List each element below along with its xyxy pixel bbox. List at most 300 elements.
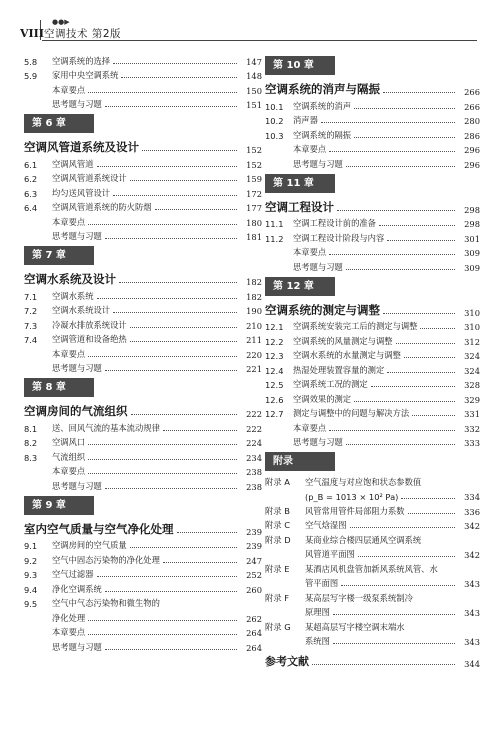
dot-leader bbox=[130, 327, 237, 328]
dot-leader bbox=[131, 414, 238, 415]
chapter-title-text: 空调工程设计 bbox=[265, 199, 334, 214]
toc-entry[interactable] bbox=[265, 332, 480, 347]
dot-leader bbox=[312, 664, 455, 665]
dot-leader bbox=[113, 63, 237, 64]
chapter-9-title[interactable] bbox=[24, 517, 262, 537]
toc-entry[interactable] bbox=[24, 434, 262, 449]
dot-leader bbox=[121, 77, 237, 78]
dot-leader bbox=[97, 166, 238, 167]
entry-title: 空调工程设计阶段与内容 bbox=[293, 232, 385, 243]
toc-entry[interactable] bbox=[24, 477, 262, 492]
toc-entry[interactable] bbox=[265, 405, 480, 420]
references-page: 344 bbox=[464, 659, 480, 669]
dot-leader bbox=[333, 614, 455, 615]
chapter-11-title[interactable] bbox=[265, 195, 480, 215]
entry-title: 家用中央空调系统 bbox=[52, 70, 119, 80]
entry-page: 264 bbox=[246, 628, 262, 638]
entry-page: 286 bbox=[464, 130, 480, 141]
chapter-12-title[interactable] bbox=[265, 298, 480, 318]
entry-number: 12.1 bbox=[265, 322, 284, 332]
dot-leader bbox=[383, 313, 455, 314]
dot-leader bbox=[88, 620, 237, 621]
dot-leader bbox=[408, 513, 455, 514]
entry-page: 343 bbox=[464, 637, 480, 647]
toc-entry[interactable] bbox=[24, 52, 262, 67]
dot-leader bbox=[404, 357, 455, 358]
entry-title: 气流组织 bbox=[52, 451, 86, 462]
dot-leader bbox=[105, 488, 237, 489]
entry-number: 附录 G bbox=[265, 621, 291, 632]
entry-page: 152 bbox=[246, 159, 262, 170]
toc-entry[interactable] bbox=[265, 434, 480, 449]
chapter-title-text: 空调系统的消声与隔振 bbox=[265, 82, 380, 96]
toc-entry[interactable] bbox=[265, 244, 480, 259]
toc-entry[interactable] bbox=[24, 566, 262, 581]
entry-number: 9.2 bbox=[24, 555, 38, 566]
entry-title: 风管常用管件局部阻力系数 bbox=[305, 505, 405, 516]
entry-title: 思考题与习题 bbox=[52, 641, 102, 652]
toc-entry[interactable] bbox=[24, 551, 262, 566]
chapter-page: 239 bbox=[246, 526, 262, 537]
toc-entry[interactable] bbox=[265, 318, 480, 333]
dot-leader bbox=[350, 527, 456, 528]
entry-title: (p_B = 1013 × 10² Pa) bbox=[305, 492, 399, 502]
toc-entry[interactable] bbox=[265, 560, 480, 575]
toc-entry[interactable] bbox=[24, 316, 262, 331]
dot-leader bbox=[88, 356, 237, 357]
entry-number: 8.3 bbox=[24, 452, 38, 463]
entry-number: 12.2 bbox=[265, 336, 284, 347]
entry-title: 空调风管道 bbox=[52, 158, 94, 169]
book-title: 空调技术 第2版 bbox=[44, 28, 122, 40]
entry-page: 211 bbox=[246, 335, 262, 345]
header-decoration: ●●▶ bbox=[52, 18, 70, 26]
entry-page: 328 bbox=[464, 380, 480, 390]
entry-page: 252 bbox=[246, 570, 262, 580]
entry-page: 332 bbox=[464, 423, 480, 434]
references-entry[interactable] bbox=[265, 647, 480, 669]
dot-leader bbox=[354, 401, 455, 402]
entry-page: 247 bbox=[246, 555, 262, 566]
dot-leader bbox=[346, 269, 455, 270]
entry-page: 224 bbox=[246, 438, 262, 448]
entry-title: 思考题与习题 bbox=[52, 99, 102, 109]
dot-leader bbox=[333, 643, 455, 644]
entry-number: 附录 C bbox=[265, 520, 291, 530]
entry-title: 空调系统的隔振 bbox=[293, 129, 352, 140]
chapter-page: 310 bbox=[464, 307, 480, 318]
dot-leader bbox=[130, 547, 237, 548]
toc-entry[interactable] bbox=[24, 537, 262, 552]
toc-entry[interactable] bbox=[24, 287, 262, 302]
dot-leader bbox=[346, 444, 455, 445]
dot-leader bbox=[346, 166, 455, 167]
entry-title: 送、回风气流的基本流动规律 bbox=[52, 422, 160, 433]
entry-number: 6.1 bbox=[24, 159, 38, 170]
entry-number: 9.5 bbox=[24, 599, 38, 609]
header-rule bbox=[42, 40, 477, 41]
entry-title: 风管道平面图 bbox=[305, 549, 355, 559]
dot-leader bbox=[105, 238, 237, 239]
dot-leader bbox=[412, 415, 455, 416]
toc-entry[interactable] bbox=[265, 589, 480, 604]
entry-title: 思考题与习题 bbox=[293, 261, 343, 272]
entry-title: 空调工程设计前的准备 bbox=[293, 218, 376, 228]
entry-title: 空调系统的风量测定与调整 bbox=[293, 335, 393, 346]
chapter-7-title[interactable] bbox=[24, 267, 262, 287]
toc-entry[interactable] bbox=[265, 473, 480, 488]
dot-leader bbox=[420, 328, 455, 329]
page-number: VIII bbox=[20, 27, 44, 40]
entry-title: 空调系统的消声 bbox=[293, 100, 352, 111]
entry-page: 264 bbox=[246, 642, 262, 653]
entry-title: 净化处理 bbox=[52, 612, 86, 623]
toc-entry[interactable] bbox=[265, 347, 480, 362]
entry-page: 312 bbox=[464, 336, 480, 347]
dot-leader bbox=[88, 92, 237, 93]
toc-entry[interactable] bbox=[24, 331, 262, 346]
toc-entry[interactable] bbox=[24, 463, 262, 478]
entry-title: 净化空调系统 bbox=[52, 583, 102, 594]
entry-title: 空调房间的空气质量 bbox=[52, 540, 127, 550]
entry-number: 7.2 bbox=[24, 306, 38, 316]
entry-page: 222 bbox=[246, 423, 262, 434]
chapter-page: 222 bbox=[246, 409, 262, 419]
entry-title: 本章要点 bbox=[293, 144, 327, 154]
entry-number: 12.3 bbox=[265, 351, 284, 361]
entry-number: 10.3 bbox=[265, 130, 284, 141]
entry-title: 思考题与习题 bbox=[293, 437, 343, 447]
entry-page: 336 bbox=[464, 506, 480, 517]
dot-leader bbox=[387, 240, 455, 241]
toc-entry[interactable] bbox=[265, 604, 480, 619]
dot-leader bbox=[163, 430, 237, 431]
entry-title: 空调效果的测定 bbox=[293, 393, 352, 404]
entry-title: 某酒店风机盘管加新风系统风管、水 bbox=[305, 563, 438, 574]
dot-leader bbox=[337, 210, 455, 211]
entry-number: 10.1 bbox=[265, 101, 284, 112]
entry-number: 12.4 bbox=[265, 365, 284, 376]
entry-title: 空气温度与对应饱和状态参数值 bbox=[305, 476, 422, 487]
entry-title: 思考题与习题 bbox=[52, 231, 102, 241]
entry-title: 空气过滤器 bbox=[52, 569, 94, 579]
toc-entry[interactable] bbox=[265, 215, 480, 230]
entry-page: 296 bbox=[464, 145, 480, 155]
entry-title: 热湿处理装置容量的测定 bbox=[293, 364, 385, 375]
entry-title: 本章要点 bbox=[52, 84, 86, 95]
toc-entry[interactable] bbox=[265, 633, 480, 648]
entry-title: 空调管道和设备绝热 bbox=[52, 334, 127, 344]
entry-number: 9.4 bbox=[24, 584, 38, 595]
entry-title: 空调系统的选择 bbox=[52, 55, 111, 66]
entry-title: 某超高层写字楼空调末端水 bbox=[305, 621, 405, 632]
entry-page: 177 bbox=[246, 203, 262, 213]
chapter-page: 298 bbox=[464, 204, 480, 215]
dot-leader bbox=[354, 137, 455, 138]
entry-title: 本章要点 bbox=[293, 247, 327, 257]
toc-entry[interactable] bbox=[265, 517, 480, 532]
chapter-title-text: 空调房间的气流组织 bbox=[24, 404, 128, 418]
entry-title: 某商业综合楼四层通风空调系统 bbox=[305, 534, 422, 545]
toc-entry[interactable] bbox=[24, 580, 262, 595]
entry-number: 7.3 bbox=[24, 320, 38, 331]
toc-entry[interactable] bbox=[265, 258, 480, 273]
chapter-8-label: 第 8 章 bbox=[24, 378, 94, 397]
entry-page: 331 bbox=[464, 409, 480, 419]
toc-entry[interactable] bbox=[24, 609, 262, 624]
entry-page: 151 bbox=[246, 100, 262, 110]
entry-title: 思考题与习题 bbox=[52, 363, 102, 373]
entry-number: 附录 F bbox=[265, 592, 290, 603]
entry-page: 221 bbox=[246, 364, 262, 374]
toc-entry[interactable] bbox=[265, 141, 480, 156]
toc-entry[interactable] bbox=[24, 419, 262, 434]
entry-title: 空调水系统 bbox=[52, 290, 94, 301]
toc-entry[interactable] bbox=[265, 361, 480, 376]
toc-entry[interactable] bbox=[24, 170, 262, 185]
dot-leader bbox=[130, 180, 237, 181]
entry-number: 12.7 bbox=[265, 409, 284, 419]
toc-entry[interactable] bbox=[265, 419, 480, 434]
entry-page: 210 bbox=[246, 320, 262, 331]
dot-leader bbox=[321, 122, 455, 123]
toc-entry[interactable] bbox=[265, 488, 480, 503]
dot-leader bbox=[163, 562, 237, 563]
entry-number: 8.1 bbox=[24, 423, 38, 434]
dot-leader bbox=[387, 372, 455, 373]
entry-title: 空调系统工况的测定 bbox=[293, 379, 368, 389]
entry-page: 301 bbox=[464, 233, 480, 244]
entry-number: 7.1 bbox=[24, 291, 38, 302]
entry-page: 150 bbox=[246, 85, 262, 96]
entry-number: 6.2 bbox=[24, 174, 38, 184]
dot-leader bbox=[130, 341, 237, 342]
entry-title: 测定与调整中的问题与解决方法 bbox=[293, 408, 410, 418]
dot-leader bbox=[354, 108, 455, 109]
entry-page: 147 bbox=[246, 56, 262, 67]
toc-right-column bbox=[265, 52, 480, 669]
chapter-12-label: 第 12 章 bbox=[265, 277, 335, 296]
entry-page: 190 bbox=[246, 306, 262, 316]
entry-page: 324 bbox=[464, 351, 480, 361]
toc-entry[interactable] bbox=[24, 96, 262, 111]
entry-number: 6.3 bbox=[24, 188, 38, 199]
entry-title: 空调系统安装完工后的测定与调整 bbox=[293, 321, 418, 331]
toc-entry[interactable] bbox=[265, 390, 480, 405]
entry-page: 342 bbox=[464, 550, 480, 560]
chapter-title-text: 空调水系统及设计 bbox=[24, 272, 116, 286]
appendix-label: 附录 bbox=[265, 452, 335, 471]
entry-page: 329 bbox=[464, 394, 480, 405]
dot-leader bbox=[329, 430, 455, 431]
entry-number: 5.8 bbox=[24, 56, 38, 67]
entry-page: 334 bbox=[464, 492, 480, 502]
entry-number: 6.4 bbox=[24, 203, 38, 213]
entry-page: 342 bbox=[464, 521, 480, 531]
entry-title: 均匀送风管设计 bbox=[52, 187, 111, 198]
toc-entry[interactable] bbox=[24, 360, 262, 375]
chapter-title-text: 室内空气质量与空气净化处理 bbox=[24, 521, 174, 536]
dot-leader bbox=[97, 576, 238, 577]
chapter-title-text: 空调风管道系统及设计 bbox=[24, 140, 139, 154]
entry-page: 309 bbox=[464, 248, 480, 258]
chapter-11-label: 第 11 章 bbox=[265, 174, 335, 193]
entry-title: 冷凝水排放系统设计 bbox=[52, 319, 127, 330]
entry-number: 9.1 bbox=[24, 541, 38, 551]
toc-entry[interactable] bbox=[24, 155, 262, 170]
chapter-page: 182 bbox=[246, 277, 262, 287]
chapter-10-label: 第 10 章 bbox=[265, 56, 335, 75]
entry-title: 系统图 bbox=[305, 636, 330, 646]
entry-page: 182 bbox=[246, 291, 262, 302]
toc-entry[interactable] bbox=[24, 228, 262, 243]
chapter-9-label: 第 9 章 bbox=[24, 496, 94, 515]
entry-title: 空调风管道系统设计 bbox=[52, 173, 127, 183]
entry-page: 298 bbox=[464, 219, 480, 229]
toc-entry[interactable] bbox=[265, 155, 480, 170]
entry-number: 5.9 bbox=[24, 71, 38, 81]
toc-entry[interactable] bbox=[265, 126, 480, 141]
entry-page: 266 bbox=[464, 101, 480, 112]
entry-number: 11.2 bbox=[265, 233, 284, 244]
toc-entry[interactable] bbox=[265, 575, 480, 590]
entry-page: 238 bbox=[246, 481, 262, 492]
entry-title: 空调水系统的水量测定与调整 bbox=[293, 350, 401, 360]
entry-number: 12.6 bbox=[265, 394, 284, 405]
dot-leader bbox=[88, 444, 237, 445]
entry-title: 本章要点 bbox=[52, 627, 86, 637]
toc-entry[interactable] bbox=[265, 502, 480, 517]
chapter-8-title[interactable] bbox=[24, 399, 262, 419]
dot-leader bbox=[105, 106, 237, 107]
chapter-page: 152 bbox=[246, 145, 262, 155]
entry-title: 空调风口 bbox=[52, 437, 86, 447]
toc-entry[interactable] bbox=[24, 67, 262, 82]
toc-entry[interactable] bbox=[24, 595, 262, 610]
toc-entry[interactable] bbox=[265, 376, 480, 391]
toc-entry[interactable] bbox=[265, 546, 480, 561]
dot-leader bbox=[113, 195, 237, 196]
dot-leader bbox=[329, 151, 455, 152]
entry-page: 220 bbox=[246, 349, 262, 360]
toc-entry[interactable] bbox=[24, 624, 262, 639]
entry-page: 262 bbox=[246, 613, 262, 624]
entry-title: 空气中气态污染物和微生物的 bbox=[52, 598, 160, 608]
entry-page: 324 bbox=[464, 365, 480, 376]
entry-page: 180 bbox=[246, 217, 262, 228]
entry-number: 附录 D bbox=[265, 534, 291, 545]
toc-entry[interactable] bbox=[265, 97, 480, 112]
chapter-6-title[interactable] bbox=[24, 135, 262, 155]
dot-leader bbox=[341, 585, 455, 586]
entry-title: 消声器 bbox=[293, 115, 318, 125]
entry-number: 8.2 bbox=[24, 438, 38, 448]
dot-leader bbox=[155, 209, 237, 210]
entry-page: 181 bbox=[246, 232, 262, 242]
entry-title: 本章要点 bbox=[293, 422, 327, 433]
toc-entry[interactable] bbox=[265, 229, 480, 244]
dot-leader bbox=[177, 532, 238, 533]
entry-number: 7.4 bbox=[24, 335, 38, 345]
entry-title: 原理图 bbox=[305, 607, 330, 617]
entry-title: 思考题与习题 bbox=[52, 480, 102, 491]
references-title: 参考文献 bbox=[265, 655, 309, 668]
entry-title: 本章要点 bbox=[52, 348, 86, 359]
dot-leader bbox=[105, 591, 237, 592]
dot-leader bbox=[88, 634, 237, 635]
entry-page: 239 bbox=[246, 541, 262, 551]
entry-page: 296 bbox=[464, 159, 480, 170]
entry-number: 附录 B bbox=[265, 505, 290, 516]
entry-page: 343 bbox=[464, 579, 480, 589]
toc-entry[interactable] bbox=[24, 302, 262, 317]
entry-page: 333 bbox=[464, 438, 480, 448]
dot-leader bbox=[105, 649, 237, 650]
chapter-6-label: 第 6 章 bbox=[24, 114, 94, 133]
chapter-10-title[interactable] bbox=[265, 77, 480, 97]
entry-title: 空气焓湿图 bbox=[305, 520, 347, 530]
toc-entry[interactable] bbox=[24, 345, 262, 360]
dot-leader bbox=[329, 254, 455, 255]
dot-leader bbox=[97, 298, 238, 299]
chapter-title-text: 空调系统的测定与调整 bbox=[265, 302, 380, 317]
dot-leader bbox=[88, 224, 237, 225]
dot-leader bbox=[379, 225, 455, 226]
toc-entry[interactable] bbox=[24, 638, 262, 653]
entry-title: 思考题与习题 bbox=[293, 158, 343, 169]
entry-page: 148 bbox=[246, 71, 262, 81]
dot-leader bbox=[358, 556, 455, 557]
dot-leader bbox=[371, 386, 455, 387]
toc-entry[interactable] bbox=[24, 213, 262, 228]
entry-number: 附录 A bbox=[265, 476, 290, 487]
entry-title: 管平面图 bbox=[305, 578, 339, 588]
entry-page: 172 bbox=[246, 188, 262, 199]
page-header bbox=[20, 26, 121, 41]
entry-number: 10.2 bbox=[265, 116, 284, 126]
chapter-page: 266 bbox=[464, 87, 480, 97]
dot-leader bbox=[396, 343, 455, 344]
dot-leader bbox=[119, 282, 237, 283]
dot-leader bbox=[88, 473, 237, 474]
entry-page: 310 bbox=[464, 322, 480, 332]
toc-entry[interactable] bbox=[265, 618, 480, 633]
entry-title: 空调水系统设计 bbox=[52, 305, 111, 315]
toc-entry[interactable] bbox=[24, 184, 262, 199]
dot-leader bbox=[105, 370, 237, 371]
entry-number: 附录 E bbox=[265, 563, 290, 574]
toc-entry[interactable] bbox=[24, 199, 262, 214]
toc-left-column bbox=[24, 52, 262, 653]
entry-title: 空气中固态污染物的净化处理 bbox=[52, 554, 160, 565]
entry-page: 238 bbox=[246, 467, 262, 477]
entry-title: 本章要点 bbox=[52, 466, 86, 476]
toc-entry[interactable] bbox=[24, 81, 262, 96]
entry-title: 本章要点 bbox=[52, 216, 86, 227]
entry-title: 空调风管道系统的防火防烟 bbox=[52, 202, 152, 212]
dot-leader bbox=[88, 459, 237, 460]
chapter-7-label: 第 7 章 bbox=[24, 246, 94, 265]
entry-page: 280 bbox=[464, 116, 480, 126]
dot-leader bbox=[113, 312, 237, 313]
entry-page: 260 bbox=[246, 584, 262, 595]
toc-entry[interactable] bbox=[265, 112, 480, 127]
toc-entry[interactable] bbox=[265, 531, 480, 546]
toc-entry[interactable] bbox=[24, 448, 262, 463]
entry-number: 11.1 bbox=[265, 219, 284, 229]
dot-leader bbox=[383, 92, 455, 93]
entry-page: 309 bbox=[464, 262, 480, 273]
